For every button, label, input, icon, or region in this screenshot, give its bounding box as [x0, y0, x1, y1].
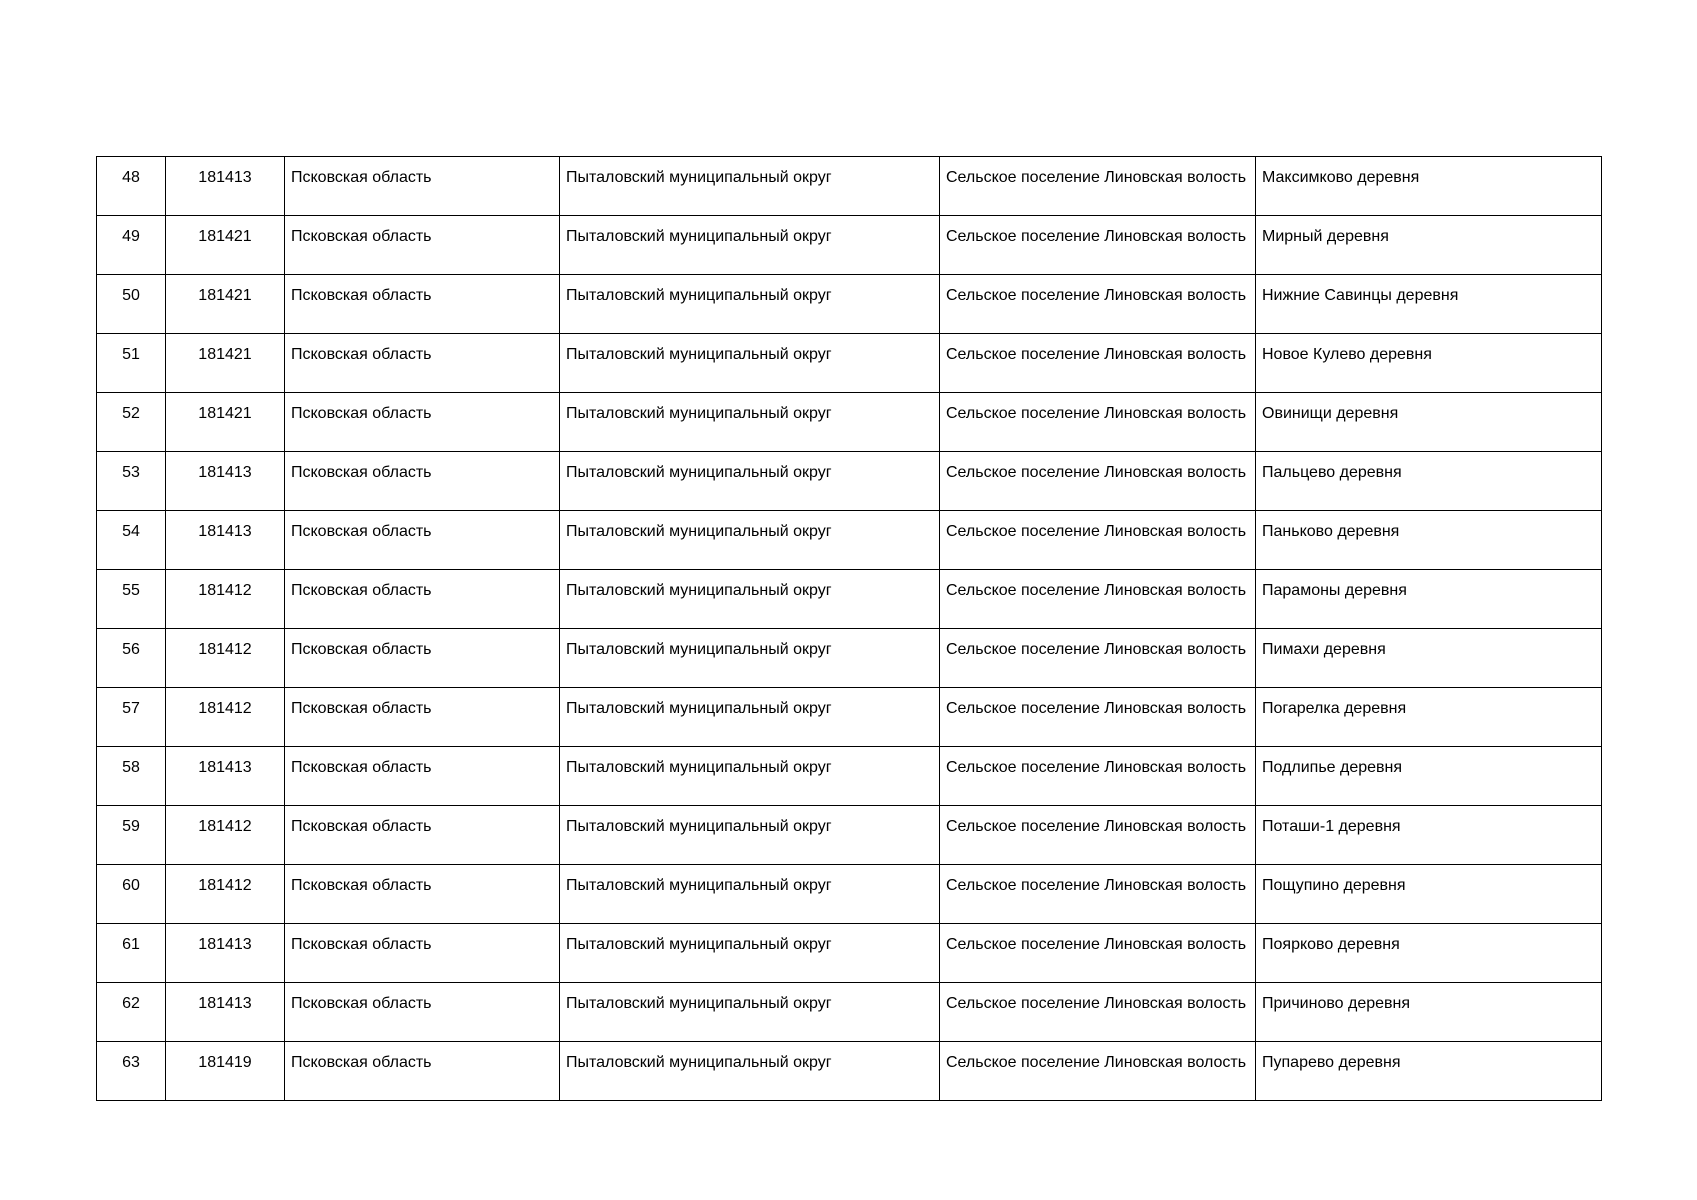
table-row — [97, 983, 1602, 1042]
postal-code: 181412 — [198, 818, 252, 835]
district-cell — [560, 216, 940, 275]
region: Псковская область — [291, 936, 432, 953]
settlement: Сельское поселение Линовская волость — [946, 759, 1247, 776]
settlement: Сельское поселение Линовская волость — [946, 464, 1247, 481]
district: Пыталовский муниципальный округ — [566, 464, 832, 481]
table-body — [97, 157, 1602, 1101]
locality-cell — [1256, 275, 1602, 334]
locality-table — [96, 156, 1602, 1101]
settlement-cell — [940, 216, 1256, 275]
table-row — [97, 334, 1602, 393]
locality-cell — [1256, 1042, 1602, 1101]
row-number: 48 — [122, 169, 140, 186]
row-number-cell — [97, 511, 166, 570]
row-number: 59 — [122, 818, 140, 835]
table-row — [97, 393, 1602, 452]
region-cell — [285, 924, 560, 983]
postal-code-cell — [166, 983, 285, 1042]
district: Пыталовский муниципальный округ — [566, 287, 832, 304]
locality: Парамоны деревня — [1262, 582, 1407, 599]
postal-code: 181413 — [198, 169, 252, 186]
settlement: Сельское поселение Линовская волость — [946, 700, 1247, 717]
postal-code: 181412 — [198, 641, 252, 658]
region: Псковская область — [291, 877, 432, 894]
table-row — [97, 865, 1602, 924]
region-cell — [285, 747, 560, 806]
settlement: Сельское поселение Линовская волость — [946, 1054, 1247, 1071]
postal-code-cell — [166, 511, 285, 570]
locality: Подлипье деревня — [1262, 759, 1403, 776]
locality-cell — [1256, 157, 1602, 216]
postal-code-cell — [166, 452, 285, 511]
postal-code-cell — [166, 393, 285, 452]
region: Псковская область — [291, 759, 432, 776]
district: Пыталовский муниципальный округ — [566, 877, 832, 894]
district: Пыталовский муниципальный округ — [566, 346, 832, 363]
region: Псковская область — [291, 346, 432, 363]
settlement: Сельское поселение Линовская волость — [946, 818, 1247, 835]
row-number: 61 — [122, 936, 140, 953]
row-number: 51 — [122, 346, 140, 363]
postal-code-cell — [166, 865, 285, 924]
locality: Поташи-1 деревня — [1262, 818, 1401, 835]
region-cell — [285, 393, 560, 452]
postal-code: 181413 — [198, 995, 252, 1012]
district-cell — [560, 511, 940, 570]
region: Псковская область — [291, 287, 432, 304]
locality-cell — [1256, 570, 1602, 629]
locality-cell — [1256, 452, 1602, 511]
row-number: 49 — [122, 228, 140, 245]
postal-code: 181412 — [198, 700, 252, 717]
settlement: Сельское поселение Линовская волость — [946, 641, 1247, 658]
row-number: 53 — [122, 464, 140, 481]
table-row — [97, 629, 1602, 688]
table-row — [97, 216, 1602, 275]
postal-code-cell — [166, 157, 285, 216]
region-cell — [285, 157, 560, 216]
locality: Мирный деревня — [1262, 228, 1389, 245]
settlement: Сельское поселение Линовская волость — [946, 169, 1247, 186]
settlement: Сельское поселение Линовская волость — [946, 877, 1247, 894]
region-cell — [285, 452, 560, 511]
district-cell — [560, 688, 940, 747]
locality: Причиново деревня — [1262, 995, 1411, 1012]
postal-code: 181421 — [198, 287, 252, 304]
district: Пыталовский муниципальный округ — [566, 523, 832, 540]
settlement: Сельское поселение Линовская волость — [946, 346, 1247, 363]
locality: Поярково деревня — [1262, 936, 1400, 953]
row-number: 60 — [122, 877, 140, 894]
row-number-cell — [97, 865, 166, 924]
row-number-cell — [97, 1042, 166, 1101]
region-cell — [285, 511, 560, 570]
district: Пыталовский муниципальный округ — [566, 818, 832, 835]
row-number-cell — [97, 688, 166, 747]
locality: Пупарево деревня — [1262, 1054, 1401, 1071]
row-number-cell — [97, 275, 166, 334]
district: Пыталовский муниципальный округ — [566, 641, 832, 658]
postal-code: 181412 — [198, 877, 252, 894]
region: Псковская область — [291, 641, 432, 658]
postal-code: 181421 — [198, 405, 252, 422]
settlement-cell — [940, 570, 1256, 629]
region-cell — [285, 1042, 560, 1101]
locality: Максимково деревня — [1262, 169, 1420, 186]
district-cell — [560, 570, 940, 629]
postal-code: 181413 — [198, 464, 252, 481]
postal-code-cell — [166, 1042, 285, 1101]
settlement: Сельское поселение Линовская волость — [946, 287, 1247, 304]
region-cell — [285, 275, 560, 334]
region: Псковская область — [291, 169, 432, 186]
region-cell — [285, 216, 560, 275]
table-row — [97, 511, 1602, 570]
row-number: 52 — [122, 405, 140, 422]
postal-code-cell — [166, 747, 285, 806]
settlement-cell — [940, 393, 1256, 452]
row-number: 56 — [122, 641, 140, 658]
row-number-cell — [97, 570, 166, 629]
table-row — [97, 275, 1602, 334]
region-cell — [285, 334, 560, 393]
locality: Погарелка деревня — [1262, 700, 1407, 717]
postal-code: 181413 — [198, 523, 252, 540]
postal-code-cell — [166, 275, 285, 334]
region-cell — [285, 688, 560, 747]
locality-cell — [1256, 806, 1602, 865]
postal-code: 181412 — [198, 582, 252, 599]
postal-code: 181413 — [198, 759, 252, 776]
settlement: Сельское поселение Линовская волость — [946, 936, 1247, 953]
region: Псковская область — [291, 1054, 432, 1071]
region: Псковская область — [291, 405, 432, 422]
region: Псковская область — [291, 582, 432, 599]
settlement: Сельское поселение Линовская волость — [946, 995, 1247, 1012]
row-number-cell — [97, 983, 166, 1042]
settlement-cell — [940, 157, 1256, 216]
region: Псковская область — [291, 523, 432, 540]
locality: Пощупино деревня — [1262, 877, 1406, 894]
district-cell — [560, 924, 940, 983]
locality-cell — [1256, 747, 1602, 806]
region: Псковская область — [291, 995, 432, 1012]
locality-cell — [1256, 511, 1602, 570]
district-cell — [560, 1042, 940, 1101]
locality-cell — [1256, 924, 1602, 983]
district: Пыталовский муниципальный округ — [566, 405, 832, 422]
locality: Пальцево деревня — [1262, 464, 1402, 481]
postal-code-cell — [166, 629, 285, 688]
locality: Новое Кулево деревня — [1262, 346, 1432, 363]
settlement-cell — [940, 275, 1256, 334]
row-number-cell — [97, 393, 166, 452]
region-cell — [285, 865, 560, 924]
settlement-cell — [940, 511, 1256, 570]
settlement-cell — [940, 747, 1256, 806]
row-number-cell — [97, 157, 166, 216]
table-row — [97, 1042, 1602, 1101]
district: Пыталовский муниципальный округ — [566, 582, 832, 599]
postal-code: 181421 — [198, 346, 252, 363]
table-row — [97, 747, 1602, 806]
postal-code: 181413 — [198, 936, 252, 953]
locality-cell — [1256, 216, 1602, 275]
row-number-cell — [97, 629, 166, 688]
row-number-cell — [97, 747, 166, 806]
district-cell — [560, 865, 940, 924]
settlement: Сельское поселение Линовская волость — [946, 228, 1247, 245]
settlement-cell — [940, 452, 1256, 511]
row-number: 62 — [122, 995, 140, 1012]
settlement-cell — [940, 924, 1256, 983]
postal-code-cell — [166, 806, 285, 865]
locality-cell — [1256, 334, 1602, 393]
locality-cell — [1256, 393, 1602, 452]
settlement-cell — [940, 688, 1256, 747]
row-number: 55 — [122, 582, 140, 599]
district-cell — [560, 806, 940, 865]
locality: Пимахи деревня — [1262, 641, 1386, 658]
postal-code: 181421 — [198, 228, 252, 245]
postal-code: 181419 — [198, 1054, 252, 1071]
row-number: 63 — [122, 1054, 140, 1071]
postal-code-cell — [166, 924, 285, 983]
district: Пыталовский муниципальный округ — [566, 759, 832, 776]
locality-cell — [1256, 865, 1602, 924]
district: Пыталовский муниципальный округ — [566, 936, 832, 953]
region: Псковская область — [291, 818, 432, 835]
region-cell — [285, 570, 560, 629]
locality-cell — [1256, 629, 1602, 688]
table-row — [97, 688, 1602, 747]
district: Пыталовский муниципальный округ — [566, 995, 832, 1012]
locality: Нижние Савинцы деревня — [1262, 287, 1459, 304]
settlement-cell — [940, 983, 1256, 1042]
table-row — [97, 157, 1602, 216]
locality-cell — [1256, 688, 1602, 747]
district-cell — [560, 393, 940, 452]
district-cell — [560, 747, 940, 806]
row-number: 54 — [122, 523, 140, 540]
settlement-cell — [940, 629, 1256, 688]
settlement: Сельское поселение Линовская волость — [946, 523, 1247, 540]
region: Псковская область — [291, 700, 432, 717]
locality-cell — [1256, 983, 1602, 1042]
table-row — [97, 452, 1602, 511]
table-row — [97, 924, 1602, 983]
row-number-cell — [97, 924, 166, 983]
district-cell — [560, 157, 940, 216]
settlement-cell — [940, 806, 1256, 865]
region: Псковская область — [291, 464, 432, 481]
locality: Овинищи деревня — [1262, 405, 1399, 422]
table-row — [97, 806, 1602, 865]
region-cell — [285, 983, 560, 1042]
table-row — [97, 570, 1602, 629]
row-number-cell — [97, 452, 166, 511]
district-cell — [560, 334, 940, 393]
row-number-cell — [97, 806, 166, 865]
district: Пыталовский муниципальный округ — [566, 700, 832, 717]
settlement-cell — [940, 865, 1256, 924]
region-cell — [285, 629, 560, 688]
region-cell — [285, 806, 560, 865]
settlement: Сельское поселение Линовская волость — [946, 405, 1247, 422]
district: Пыталовский муниципальный округ — [566, 169, 832, 186]
row-number: 50 — [122, 287, 140, 304]
district: Пыталовский муниципальный округ — [566, 228, 832, 245]
locality: Паньково деревня — [1262, 523, 1400, 540]
postal-code-cell — [166, 570, 285, 629]
district-cell — [560, 452, 940, 511]
settlement-cell — [940, 1042, 1256, 1101]
district-cell — [560, 629, 940, 688]
row-number: 58 — [122, 759, 140, 776]
postal-code-cell — [166, 688, 285, 747]
district-cell — [560, 275, 940, 334]
district-cell — [560, 983, 940, 1042]
settlement-cell — [940, 334, 1256, 393]
region: Псковская область — [291, 228, 432, 245]
row-number: 57 — [122, 700, 140, 717]
settlement: Сельское поселение Линовская волость — [946, 582, 1247, 599]
district: Пыталовский муниципальный округ — [566, 1054, 832, 1071]
row-number-cell — [97, 216, 166, 275]
postal-code-cell — [166, 334, 285, 393]
row-number-cell — [97, 334, 166, 393]
postal-code-cell — [166, 216, 285, 275]
